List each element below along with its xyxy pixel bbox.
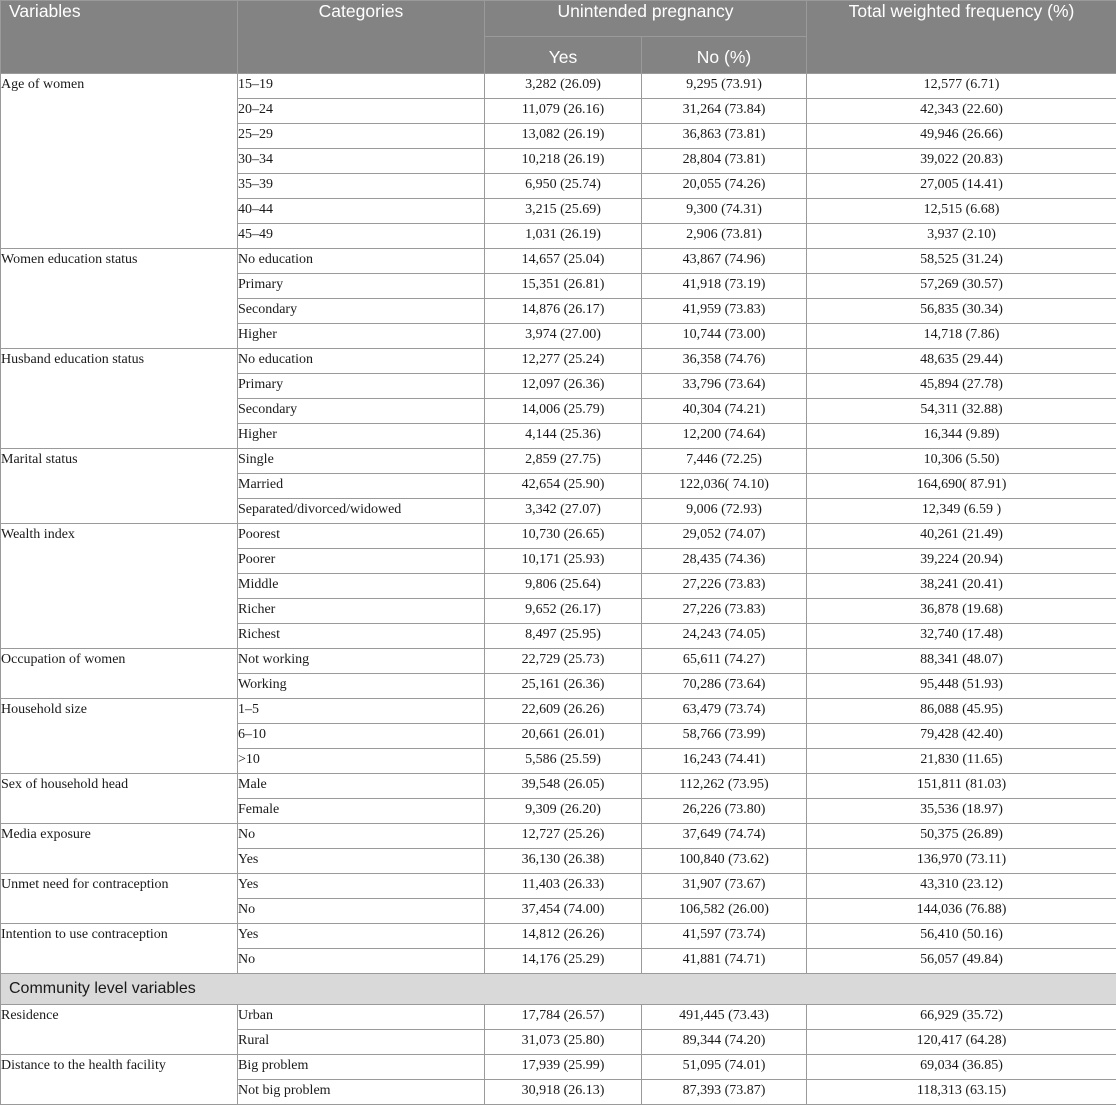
no-cell: 27,226 (73.83) bbox=[642, 599, 807, 624]
category-cell: Richer bbox=[238, 599, 485, 624]
no-cell: 491,445 (73.43) bbox=[642, 1005, 807, 1030]
table-row bbox=[1, 699, 1116, 724]
total-cell: 48,635 (29.44) bbox=[807, 349, 1116, 374]
table-row bbox=[1, 349, 1116, 374]
table-row bbox=[1, 874, 1116, 899]
table-row bbox=[1, 924, 1116, 949]
total-cell: 32,740 (17.48) bbox=[807, 624, 1116, 649]
yes-cell: 14,876 (26.17) bbox=[485, 299, 642, 324]
table-body bbox=[1, 74, 1116, 1105]
category-cell: Primary bbox=[238, 274, 485, 299]
variable-cell: Media exposure bbox=[1, 824, 238, 874]
no-cell: 29,052 (74.07) bbox=[642, 524, 807, 549]
no-cell: 9,300 (74.31) bbox=[642, 199, 807, 224]
category-cell: Not working bbox=[238, 649, 485, 674]
yes-cell: 9,309 (26.20) bbox=[485, 799, 642, 824]
yes-cell: 39,548 (26.05) bbox=[485, 774, 642, 799]
no-cell: 43,867 (74.96) bbox=[642, 249, 807, 274]
yes-cell: 10,171 (25.93) bbox=[485, 549, 642, 574]
category-cell: 6–10 bbox=[238, 724, 485, 749]
total-cell: 3,937 (2.10) bbox=[807, 224, 1116, 249]
no-cell: 41,597 (73.74) bbox=[642, 924, 807, 949]
total-cell: 16,344 (9.89) bbox=[807, 424, 1116, 449]
table-row bbox=[1, 649, 1116, 674]
category-cell: Yes bbox=[238, 924, 485, 949]
header-yes: Yes bbox=[485, 37, 642, 74]
no-cell: 24,243 (74.05) bbox=[642, 624, 807, 649]
total-cell: 39,022 (20.83) bbox=[807, 149, 1116, 174]
no-cell: 31,907 (73.67) bbox=[642, 874, 807, 899]
no-cell: 37,649 (74.74) bbox=[642, 824, 807, 849]
yes-cell: 31,073 (25.80) bbox=[485, 1030, 642, 1055]
yes-cell: 12,727 (25.26) bbox=[485, 824, 642, 849]
no-cell: 122,036( 74.10) bbox=[642, 474, 807, 499]
no-cell: 36,358 (74.76) bbox=[642, 349, 807, 374]
total-cell: 42,343 (22.60) bbox=[807, 99, 1116, 124]
total-cell: 56,835 (30.34) bbox=[807, 299, 1116, 324]
category-cell: Male bbox=[238, 774, 485, 799]
total-cell: 49,946 (26.66) bbox=[807, 124, 1116, 149]
total-cell: 120,417 (64.28) bbox=[807, 1030, 1116, 1055]
yes-cell: 3,215 (25.69) bbox=[485, 199, 642, 224]
variable-cell: Household size bbox=[1, 699, 238, 774]
yes-cell: 8,497 (25.95) bbox=[485, 624, 642, 649]
yes-cell: 17,784 (26.57) bbox=[485, 1005, 642, 1030]
yes-cell: 9,806 (25.64) bbox=[485, 574, 642, 599]
total-cell: 58,525 (31.24) bbox=[807, 249, 1116, 274]
category-cell: >10 bbox=[238, 749, 485, 774]
no-cell: 9,006 (72.93) bbox=[642, 499, 807, 524]
no-cell: 41,959 (73.83) bbox=[642, 299, 807, 324]
category-cell: Higher bbox=[238, 324, 485, 349]
total-cell: 56,410 (50.16) bbox=[807, 924, 1116, 949]
variable-cell: Occupation of women bbox=[1, 649, 238, 699]
total-cell: 118,313 (63.15) bbox=[807, 1080, 1116, 1105]
total-cell: 40,261 (21.49) bbox=[807, 524, 1116, 549]
no-cell: 10,744 (73.00) bbox=[642, 324, 807, 349]
no-cell: 100,840 (73.62) bbox=[642, 849, 807, 874]
table-row bbox=[1, 1055, 1116, 1080]
category-cell: 25–29 bbox=[238, 124, 485, 149]
category-cell: Secondary bbox=[238, 399, 485, 424]
section-row bbox=[1, 974, 1116, 1005]
no-cell: 58,766 (73.99) bbox=[642, 724, 807, 749]
category-cell: Working bbox=[238, 674, 485, 699]
header-total-weighted-frequency: Total weighted frequency (%) bbox=[807, 1, 1116, 74]
category-cell: Primary bbox=[238, 374, 485, 399]
yes-cell: 4,144 (25.36) bbox=[485, 424, 642, 449]
no-cell: 28,435 (74.36) bbox=[642, 549, 807, 574]
category-cell: 15–19 bbox=[238, 74, 485, 99]
category-cell: Rural bbox=[238, 1030, 485, 1055]
total-cell: 54,311 (32.88) bbox=[807, 399, 1116, 424]
yes-cell: 3,342 (27.07) bbox=[485, 499, 642, 524]
yes-cell: 5,586 (25.59) bbox=[485, 749, 642, 774]
no-cell: 12,200 (74.64) bbox=[642, 424, 807, 449]
yes-cell: 12,277 (25.24) bbox=[485, 349, 642, 374]
yes-cell: 37,454 (74.00) bbox=[485, 899, 642, 924]
category-cell: Poorer bbox=[238, 549, 485, 574]
category-cell: Yes bbox=[238, 849, 485, 874]
total-cell: 144,036 (76.88) bbox=[807, 899, 1116, 924]
category-cell: Middle bbox=[238, 574, 485, 599]
yes-cell: 1,031 (26.19) bbox=[485, 224, 642, 249]
no-cell: 36,863 (73.81) bbox=[642, 124, 807, 149]
total-cell: 36,878 (19.68) bbox=[807, 599, 1116, 624]
category-cell: No education bbox=[238, 349, 485, 374]
no-cell: 40,304 (74.21) bbox=[642, 399, 807, 424]
category-cell: Separated/divorced/widowed bbox=[238, 499, 485, 524]
no-cell: 27,226 (73.83) bbox=[642, 574, 807, 599]
no-cell: 28,804 (73.81) bbox=[642, 149, 807, 174]
total-cell: 95,448 (51.93) bbox=[807, 674, 1116, 699]
yes-cell: 11,079 (26.16) bbox=[485, 99, 642, 124]
variable-cell: Unmet need for contraception bbox=[1, 874, 238, 924]
category-cell: No bbox=[238, 899, 485, 924]
no-cell: 112,262 (73.95) bbox=[642, 774, 807, 799]
yes-cell: 13,082 (26.19) bbox=[485, 124, 642, 149]
no-cell: 63,479 (73.74) bbox=[642, 699, 807, 724]
category-cell: 35–39 bbox=[238, 174, 485, 199]
no-cell: 87,393 (73.87) bbox=[642, 1080, 807, 1105]
no-cell: 20,055 (74.26) bbox=[642, 174, 807, 199]
header-unintended-pregnancy: Unintended pregnancy bbox=[485, 1, 807, 37]
no-cell: 7,446 (72.25) bbox=[642, 449, 807, 474]
variable-cell: Women education status bbox=[1, 249, 238, 349]
yes-cell: 30,918 (26.13) bbox=[485, 1080, 642, 1105]
table-row bbox=[1, 824, 1116, 849]
no-cell: 33,796 (73.64) bbox=[642, 374, 807, 399]
category-cell: Yes bbox=[238, 874, 485, 899]
category-cell: 40–44 bbox=[238, 199, 485, 224]
table-row bbox=[1, 774, 1116, 799]
category-cell: Higher bbox=[238, 424, 485, 449]
category-cell: Poorest bbox=[238, 524, 485, 549]
total-cell: 66,929 (35.72) bbox=[807, 1005, 1116, 1030]
no-cell: 2,906 (73.81) bbox=[642, 224, 807, 249]
category-cell: Not big problem bbox=[238, 1080, 485, 1105]
total-cell: 27,005 (14.41) bbox=[807, 174, 1116, 199]
no-cell: 70,286 (73.64) bbox=[642, 674, 807, 699]
variable-cell: Intention to use contraception bbox=[1, 924, 238, 974]
yes-cell: 14,812 (26.26) bbox=[485, 924, 642, 949]
header-categories: Categories bbox=[238, 1, 485, 74]
variable-cell: Residence bbox=[1, 1005, 238, 1055]
total-cell: 136,970 (73.11) bbox=[807, 849, 1116, 874]
category-cell: No bbox=[238, 824, 485, 849]
no-cell: 16,243 (74.41) bbox=[642, 749, 807, 774]
total-cell: 56,057 (49.84) bbox=[807, 949, 1116, 974]
no-cell: 51,095 (74.01) bbox=[642, 1055, 807, 1080]
total-cell: 12,577 (6.71) bbox=[807, 74, 1116, 99]
yes-cell: 14,657 (25.04) bbox=[485, 249, 642, 274]
total-cell: 164,690( 87.91) bbox=[807, 474, 1116, 499]
yes-cell: 10,730 (26.65) bbox=[485, 524, 642, 549]
no-cell: 41,918 (73.19) bbox=[642, 274, 807, 299]
variable-cell: Husband education status bbox=[1, 349, 238, 449]
yes-cell: 15,351 (26.81) bbox=[485, 274, 642, 299]
yes-cell: 14,006 (25.79) bbox=[485, 399, 642, 424]
category-cell: Single bbox=[238, 449, 485, 474]
no-cell: 26,226 (73.80) bbox=[642, 799, 807, 824]
total-cell: 14,718 (7.86) bbox=[807, 324, 1116, 349]
variable-cell: Sex of household head bbox=[1, 774, 238, 824]
no-cell: 89,344 (74.20) bbox=[642, 1030, 807, 1055]
no-cell: 31,264 (73.84) bbox=[642, 99, 807, 124]
yes-cell: 9,652 (26.17) bbox=[485, 599, 642, 624]
total-cell: 45,894 (27.78) bbox=[807, 374, 1116, 399]
community-section-label: Community level variables bbox=[1, 974, 1116, 1005]
table-row bbox=[1, 74, 1116, 99]
category-cell: 45–49 bbox=[238, 224, 485, 249]
yes-cell: 3,974 (27.00) bbox=[485, 324, 642, 349]
category-cell: Urban bbox=[238, 1005, 485, 1030]
yes-cell: 42,654 (25.90) bbox=[485, 474, 642, 499]
total-cell: 38,241 (20.41) bbox=[807, 574, 1116, 599]
category-cell: No education bbox=[238, 249, 485, 274]
variable-cell: Wealth index bbox=[1, 524, 238, 649]
total-cell: 12,349 (6.59 ) bbox=[807, 499, 1116, 524]
yes-cell: 17,939 (25.99) bbox=[485, 1055, 642, 1080]
no-cell: 65,611 (74.27) bbox=[642, 649, 807, 674]
category-cell: 1–5 bbox=[238, 699, 485, 724]
category-cell: Female bbox=[238, 799, 485, 824]
yes-cell: 11,403 (26.33) bbox=[485, 874, 642, 899]
yes-cell: 14,176 (25.29) bbox=[485, 949, 642, 974]
no-cell: 106,582 (26.00) bbox=[642, 899, 807, 924]
yes-cell: 22,729 (25.73) bbox=[485, 649, 642, 674]
category-cell: Big problem bbox=[238, 1055, 485, 1080]
total-cell: 39,224 (20.94) bbox=[807, 549, 1116, 574]
total-cell: 86,088 (45.95) bbox=[807, 699, 1116, 724]
category-cell: Richest bbox=[238, 624, 485, 649]
header-no: No (%) bbox=[642, 37, 807, 74]
total-cell: 151,811 (81.03) bbox=[807, 774, 1116, 799]
total-cell: 43,310 (23.12) bbox=[807, 874, 1116, 899]
yes-cell: 3,282 (26.09) bbox=[485, 74, 642, 99]
yes-cell: 20,661 (26.01) bbox=[485, 724, 642, 749]
yes-cell: 6,950 (25.74) bbox=[485, 174, 642, 199]
yes-cell: 2,859 (27.75) bbox=[485, 449, 642, 474]
total-cell: 50,375 (26.89) bbox=[807, 824, 1116, 849]
total-cell: 12,515 (6.68) bbox=[807, 199, 1116, 224]
table-row bbox=[1, 449, 1116, 474]
variable-cell: Marital status bbox=[1, 449, 238, 524]
yes-cell: 12,097 (26.36) bbox=[485, 374, 642, 399]
category-cell: 20–24 bbox=[238, 99, 485, 124]
category-cell: 30–34 bbox=[238, 149, 485, 174]
no-cell: 9,295 (73.91) bbox=[642, 74, 807, 99]
yes-cell: 25,161 (26.36) bbox=[485, 674, 642, 699]
total-cell: 88,341 (48.07) bbox=[807, 649, 1116, 674]
yes-cell: 36,130 (26.38) bbox=[485, 849, 642, 874]
category-cell: Married bbox=[238, 474, 485, 499]
total-cell: 10,306 (5.50) bbox=[807, 449, 1116, 474]
variable-cell: Age of women bbox=[1, 74, 238, 249]
table-row bbox=[1, 249, 1116, 274]
total-cell: 21,830 (11.65) bbox=[807, 749, 1116, 774]
total-cell: 35,536 (18.97) bbox=[807, 799, 1116, 824]
table-row bbox=[1, 524, 1116, 549]
table-row bbox=[1, 1005, 1116, 1030]
table-header bbox=[1, 1, 1116, 74]
category-cell: Secondary bbox=[238, 299, 485, 324]
variable-cell: Distance to the health facility bbox=[1, 1055, 238, 1105]
total-cell: 69,034 (36.85) bbox=[807, 1055, 1116, 1080]
total-cell: 57,269 (30.57) bbox=[807, 274, 1116, 299]
yes-cell: 22,609 (26.26) bbox=[485, 699, 642, 724]
header-variables: Variables bbox=[1, 1, 238, 74]
no-cell: 41,881 (74.71) bbox=[642, 949, 807, 974]
total-cell: 79,428 (42.40) bbox=[807, 724, 1116, 749]
yes-cell: 10,218 (26.19) bbox=[485, 149, 642, 174]
category-cell: No bbox=[238, 949, 485, 974]
